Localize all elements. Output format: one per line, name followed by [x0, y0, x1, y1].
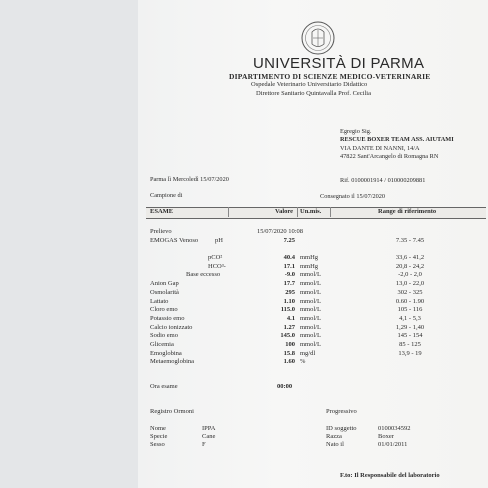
delivered-date: Consegnato il 15/07/2020: [320, 193, 386, 200]
result-value: 40.4: [283, 254, 295, 261]
place-date: Parma lì Mercoledì 15/07/2020: [150, 176, 229, 183]
result-unit: mg/dl: [300, 349, 316, 357]
result-unit: mmol/L: [300, 288, 321, 296]
result-name: pCO²: [208, 254, 223, 261]
result-value: 1.10: [283, 297, 295, 305]
department-name: DIPARTIMENTO DI SCIENZE MEDICO-VETERINARIE: [229, 72, 431, 81]
result-value: 15.8: [283, 349, 295, 357]
emogas-range: 7.35 - 7.45: [395, 237, 425, 244]
result-range: 13,0 - 22,0: [395, 280, 425, 288]
result-name: Cloro emo: [150, 306, 178, 314]
result-range: -2,0 - 2,0: [398, 271, 422, 279]
university-seal-icon: [298, 20, 338, 56]
col-value: Valore: [275, 208, 294, 215]
result-value: 4.1: [286, 314, 295, 322]
result-value: 17.7: [283, 280, 295, 288]
col-range: Range di riferimento: [378, 208, 437, 215]
recipient-name: RESCUE BOXER TEAM ASS. AIUTAMI: [340, 136, 454, 143]
result-range: 302 - 325: [397, 288, 423, 296]
signature-line: F.to: Il Responsabile del laboratorio: [340, 472, 440, 479]
result-range: 105 - 116: [397, 306, 423, 314]
result-name: Metaemoglobina: [150, 358, 195, 366]
result-name: Base eccesso: [186, 271, 221, 279]
result-unit: mmol/L: [300, 314, 321, 322]
result-range: 20,8 - 24,2: [395, 262, 425, 270]
result-unit: mmol/L: [300, 341, 321, 348]
recipient-salutation: Egregio Sig.: [340, 128, 372, 135]
result-value: 1.27: [283, 323, 295, 331]
university-name: UNIVERSITÀ DI PARMA: [253, 55, 425, 72]
razza-label: Razza: [326, 433, 342, 440]
result-value: -9.0: [284, 271, 295, 279]
result-value: 145.0: [280, 332, 295, 340]
result-range: 1,29 - 1,40: [395, 323, 425, 331]
director-name: Direttore Sanitario Quintavalla Prof. Cecilia: [256, 90, 371, 97]
prelievo-datetime: 15/07/2020 10:08: [257, 228, 304, 235]
razza-value: Boxer: [378, 433, 394, 440]
emogas-label: EMOGAS Venoso: [150, 237, 199, 244]
result-unit: %: [300, 358, 306, 366]
result-value: 295: [285, 288, 295, 296]
reference-number: Rif. 0100001914 / 010000209881: [340, 177, 426, 184]
col-exam: ESAME: [150, 208, 174, 215]
result-unit: mmol/L: [300, 323, 321, 331]
result-name: Sodio emo: [150, 332, 178, 340]
result-range: 85 - 125: [399, 341, 421, 348]
result-value: 115.0: [280, 306, 295, 314]
id-label: ID soggetto: [326, 425, 357, 432]
result-unit: mmHg: [300, 254, 319, 261]
result-unit: mmol/L: [300, 297, 321, 305]
result-name: Calcio ionizzato: [150, 323, 193, 331]
prelievo-label: Prelievo: [150, 228, 172, 235]
nome-value: IPPA: [202, 425, 216, 432]
progressivo-label: Progressivo: [326, 408, 357, 415]
sesso-label: Sesso: [150, 441, 165, 448]
ora-value: 00:00: [277, 383, 293, 390]
result-name: Emoglobina: [150, 349, 182, 357]
result-name: Lattato: [150, 297, 169, 305]
result-unit: mmol/L: [300, 306, 321, 314]
specie-value: Cane: [202, 433, 216, 440]
sample-label: Campione di: [150, 192, 183, 199]
nome-label: Nome: [150, 425, 166, 432]
hospital-name: Ospedale Veterinario Universitario Didattico: [251, 81, 368, 88]
result-value: 100: [285, 341, 295, 348]
col-unit: Un.mis.: [300, 208, 322, 215]
header-divider: [330, 207, 331, 217]
header-divider: [297, 207, 298, 217]
header-divider: [228, 207, 229, 217]
result-name: Glicemia: [150, 341, 174, 348]
nato-label: Nato il: [326, 441, 344, 448]
emogas-param: pH: [215, 237, 223, 244]
nato-value: 01/01/2011: [378, 441, 408, 448]
result-range: 13,9 - 19: [398, 349, 422, 357]
specie-label: Specie: [150, 433, 168, 440]
result-range: 33,6 - 41,2: [395, 254, 425, 261]
result-unit: mmHg: [300, 262, 319, 270]
sesso-value: F: [202, 441, 206, 448]
recipient-city: 47822 Sant'Arcangelo di Romagna RN: [340, 153, 439, 160]
result-unit: mmol/L: [300, 332, 321, 340]
result-name: Potassio emo: [150, 314, 185, 322]
result-value: 1.60: [283, 358, 295, 366]
result-range: 0.60 - 1.90: [395, 297, 425, 305]
emogas-value: 7.25: [283, 237, 295, 244]
result-unit: mmol/L: [300, 280, 321, 288]
result-unit: mmol/L: [300, 271, 321, 279]
result-name: Anion Gap: [150, 280, 179, 288]
result-name: HCO³-: [208, 262, 226, 270]
result-range: 145 - 154: [397, 332, 423, 340]
id-value: 0100034592: [378, 425, 411, 432]
result-value: 17.1: [283, 262, 295, 270]
ora-label: Ora esame: [150, 383, 178, 390]
recipient-address: VIA DANTE DI NANNI, 14/A: [340, 145, 420, 152]
result-range: 4,1 - 5,3: [399, 314, 421, 322]
result-name: Osmolarità: [150, 288, 179, 296]
registro-label: Registro Ormoni: [150, 408, 194, 415]
